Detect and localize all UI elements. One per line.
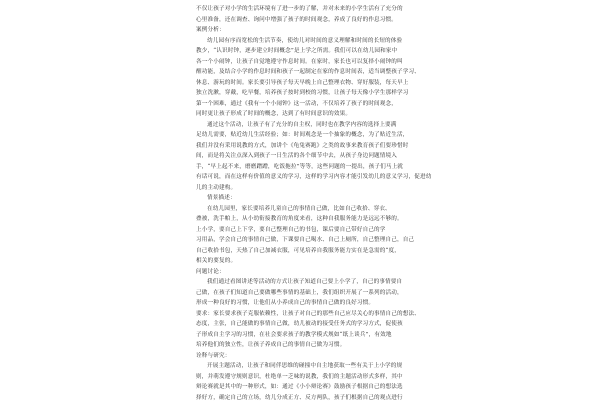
text-line: 培养他们的独立性，让孩子养成自己的事情自己做为习惯。 [196,340,420,351]
text-line: 我们并没有采用说教的方式，加讲个《龟兔赛跑》之类的故事来教育孩子们要珍惜时 [196,141,420,152]
text-line: 态度，主张，自己能做的事情自己做，幼儿被动的接受任务式的学习方式，促使孩 [196,319,420,330]
text-line: 要求：家长要求孩子克服依赖性，让孩子对自己的那些自己应尽关心的事情自己的想法、 [196,309,420,320]
text-line: 有话可说，而在这样有价值的意义的学习，这样的学习内容才能引发幼儿的意义学习，促进幼 [196,172,420,183]
text-line: 独立洗漱，穿戴，吃早餐，培养孩子按时到校的习惯，让孩子每天像小学生那样学习 [196,88,420,99]
text-line: 上小学，要自己上下学，要自己整理自己的书包，课后要自己带好自己的学 [196,225,420,236]
text-line: 则，并萌发遵守规则意识，杜绝单一乏味的说教，我们的主题活动形式多样，其中 [196,372,420,383]
text-line: 教少，“认识时钟，逐步建立时间概念”是上学之所需。我们可以在幼儿园和家中 [196,46,420,57]
text-line: 在幼儿园里，家长要培养儿童自己的事情自己做，比如自己收拾、穿衣、 [196,204,420,215]
text-line: 不仅让孩子对小学的生活环境有了进一步的了解，并对未来的小学生活有了充分的 [196,4,420,15]
text-line: 辩论赛就是其中的一种形式，如：通过《小小辩论赛》鼓励孩子根据自己的想法选 [196,382,420,393]
text-line: 案例分析： [196,25,420,36]
text-line: 醒功能，及结合小学的作息时间和孩子一起制定在家的作息时间表，适当调整孩子学习、 [196,67,420,78]
text-line: 自己收拾书包，天热了自己加减衣服，可见培养自我服务能力实在是急需的“度， [196,246,420,257]
text-line: 相关的要复的。 [196,256,420,267]
text-line: 开展主题活动，让孩子和同伴思维的碰撞中自主地获取一些有关于上小学的规 [196,361,420,372]
text-line: 通过这个活动，让孩子有了充分的自主权，同时也在教学内容的选择上要满 [196,120,420,131]
text-line: 间，而是将关注点深入到孩子一日生活的各个细节中去，从孩子身边问题情境入 [196,151,420,162]
text-line: 诠释与研究： [196,351,420,362]
text-line: 子形成自主学习的习惯，在社会要求孩子的教学模式规如“纸上谈兵”，有效地 [196,330,420,341]
text-line: 足幼儿需要，贴近幼儿生活经验；如：时间观念是一个抽象的概念，为了贴近生活， [196,130,420,141]
text-line: 手，“早上起不来，磨磨蹭蹭，吃饭拖拉”等等，这些问题的一提出，孩子们马上就 [196,162,420,173]
text-line: 己做，在孩子们知道自己要做哪些事情的基础上，我们组织开展了一系列的活动， [196,288,420,299]
text-line: 问题讨论： [196,267,420,278]
text-line: 习用品，学会自己的事情自己做，下课要自己喝水、自己上厕所，自己整理自己，自己 [196,235,420,246]
text-line: 形成一种良好的习惯，让他们从小养成自己的事情自己做的良好习惯。 [196,298,420,309]
text-line: 择好方，确定自己的立场，幼儿分成正方、反方两队，孩子们根据自己的观点进行 [196,393,420,403]
text-line: 叠被，洗手帕上，从小幼衔接教育的角度来看，这种自我服务能力是远远不够的。 [196,214,420,225]
text-line: 各一个小闹钟，让孩子自觉地遵守作息时间。在家时，家长也可以复择小闹钟的叫 [196,57,420,68]
text-line: 休息、游玩的时间。家长要引导孩子每天早晚上自己整理衣物、穿好服装，每天早上 [196,78,420,89]
text-line: 心里准备，还在调查、询问中增强了孩子的时间观念，养成了良好的作息习惯。 [196,15,420,26]
text-line: 我们通过看图讲述等活动的方式让孩子知道自己要上小学了，自己的事情要自 [196,277,420,288]
text-line: 第一个困难，通过《我有一个小闹钟》这一活动，不仅培养了孩子的时间观念， [196,99,420,110]
text-line: 儿的主动建构。 [196,183,420,194]
text-line: 同时更让孩子形成了时间的概念，达到了有时间意识的效果。 [196,109,420,120]
document-page [196,4,420,396]
text-line: 情景描述： [196,193,420,204]
text-line: 幼儿园有序而宽松的生活节奏，使幼儿对时间的意义理解和时间的长短的体验 [196,36,420,47]
